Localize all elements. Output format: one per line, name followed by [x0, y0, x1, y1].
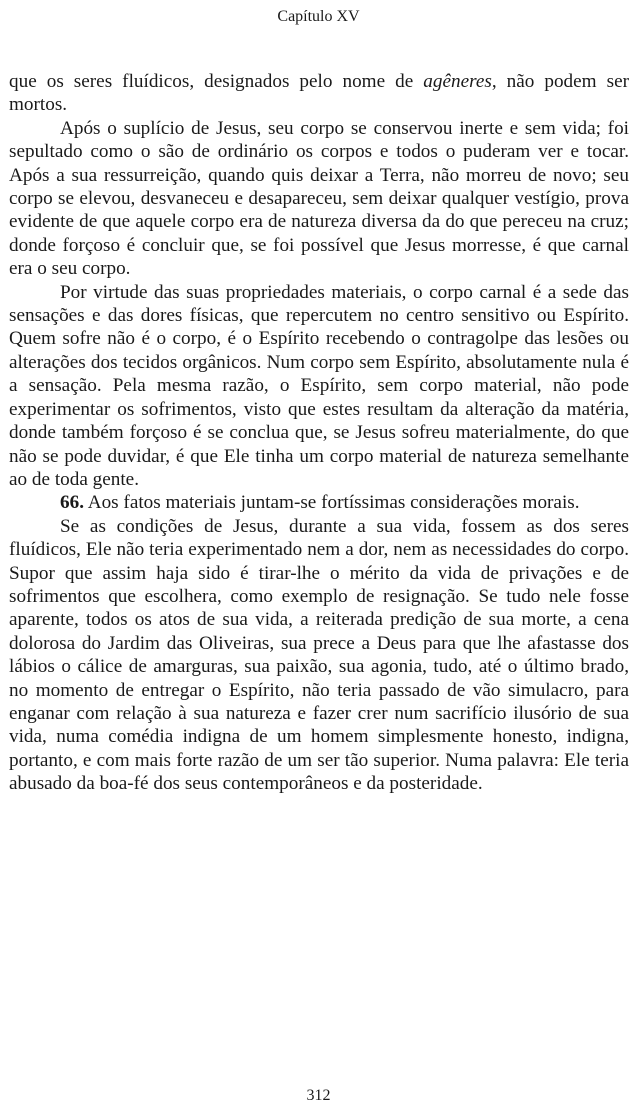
section-number: 66. — [60, 492, 84, 514]
paragraph-5: Se as condições de Jesus, durante a sua vida, fossem as dos seres fluídicos, Ele não teria experimentado nem a dor, nem as necessidades do corpo. Supor que assim haja sido é tirar-lhe o mérito da vida de privações e de sofrimentos que escolhera, como exemplo de resignação. Se tudo nele fosse aparente, todos os atos de sua vida, a reiterada predição de sua morte, a cena dolorosa do Jardim das Oliveiras, sua prece a Deus para que lhe afastasse dos lábios o cálice de amarguras, sua paixão, sua agonia, tudo, até o último brado, no momento de entregar o Espírito, não teria passado de vão simulacro, para enganar com relação à sua natureza e fazer crer num sacrifício ilusório de sua vida, numa comédia indigna de um homem simplesmente honesto, indigna, portanto, e com mais forte razão de um ser tão superior. Numa palavra: Ele teria abusado da boa-fé dos seus contemporâneos e da posteridade. — [9, 515, 629, 795]
paragraph-2: Após o suplício de Jesus, seu corpo se conservou inerte e sem vida; foi sepultado como o são de ordinário os corpos e todos o puderam ver e tocar. Após a sua ressurreição, quando quis deixar a Terra, não morreu de novo; seu corpo se elevou, desvaneceu e desapareceu, sem deixar qualquer vestígio, prova evidente de que aquele corpo era de natureza diversa da do que pereceu na cruz; donde forçoso é concluir que, se foi possível que Jesus morresse, é que carnal era o seu corpo. — [9, 117, 629, 280]
running-header: Capítulo XV — [277, 8, 360, 25]
paragraph-3: Por virtude das suas propriedades materiais, o corpo carnal é a sede das sensações e das dores físicas, que repercutem no centro sensitivo ou Espírito. Quem sofre não é o corpo, é o Espírito recebendo o contragolpe das lesões ou alterações dos tecidos orgânicos. Num corpo sem Espírito, absolutamente nula é a sensação. Pela mesma razão, o Espírito, sem corpo material, não pode experimentar os sofrimentos, visto que estes resultam da alteração da matéria, donde também forçoso é se conclua que, se Jesus sofreu materialmente, do que não se pode duvidar, é que Ele tinha um corpo material de natureza semelhante ao de toda gente. — [9, 281, 629, 490]
paragraph-1-text-end: , não podem ser mortos. — [9, 71, 629, 116]
body-text — [9, 70, 629, 796]
paragraph-1-text-start: que os seres fluídicos, designados pelo nome de — [9, 71, 424, 92]
paragraph-1 — [9, 70, 629, 117]
italic-term: agêneres — [423, 71, 492, 92]
page-number: 312 — [306, 1087, 331, 1104]
paragraph-4-text: Aos fatos materiais juntam-se fortíssimas considerações morais. — [83, 492, 580, 514]
paragraph-4 — [9, 491, 629, 514]
